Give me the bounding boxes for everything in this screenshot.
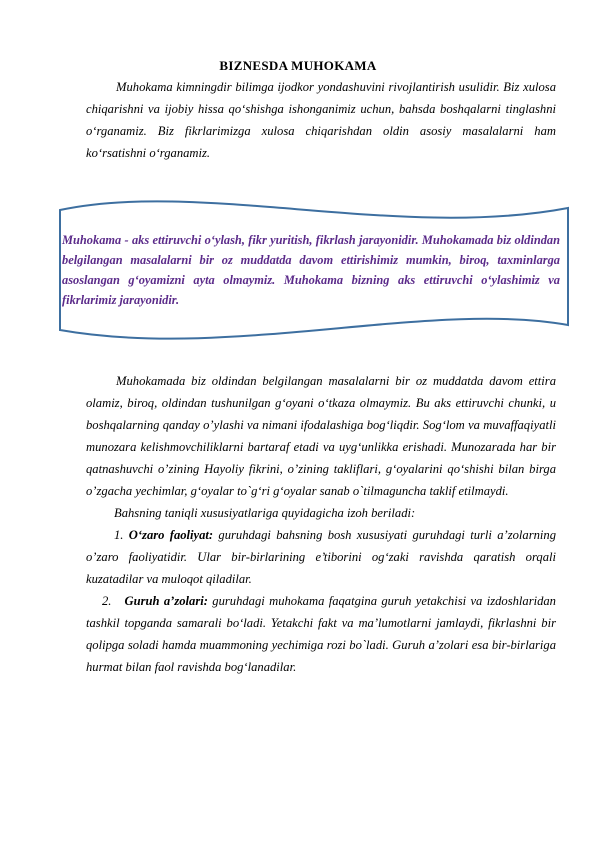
body-paragraph	[86, 370, 556, 678]
definition-banner-text: Muhokama - aks ettiruvchi o‘ylash, fikr yuritish, fikrlash jarayonidir. Muhokamada biz oldindan belgilangan masalalarni bir oz muddatda davom ettirishimiz mumkin, biroq, taxminlarga asoslangan g‘oyamizni ayta olmaymiz. Muhokama bizning aks ettiruvchi o‘ylashimiz va fikrlarimiz jarayonidir.	[62, 233, 560, 307]
list-item-2	[86, 590, 556, 678]
body-paragraph-text: Muhokamada biz oldindan belgilangan masalalarni bir oz muddatda davom ettira olamiz, biroq, oldindan tushunilgan g‘oyani o‘tkaza olmaymiz. Bu aks ettiruvchi chunki, u boshqalarning qanday o’ylashi va nimani ifodalashiga bog‘liqdir. Sog‘lom va muvaffaqiyatli munozara kelishmovchiliklarni bartaraf etadi va uyg‘unlikka erishadi. Munozarada har bir qatnashuvchi o’zining Hayoliy fikrini, o’zining takliflari, g‘oyalarini qo‘shishi bilan birga o’zgacha yechimlar, g‘oyalar to`g‘ri g‘oyalar sanab o`tilmaguncha taklif etilmaydi.	[86, 374, 556, 498]
list-item-2-label: Guruh a’zolari:	[124, 594, 208, 608]
list-item-1-label: O‘zaro faoliyat:	[128, 528, 214, 542]
list-item-2-number: 2.	[102, 594, 112, 608]
page-title: BIZNESDA MUHOKAMA	[219, 58, 377, 73]
list-item-2-text: guruhdagi muhokama faqatgina guruh yetakchisi va izdoshlaridan tashkil topganda samarali bo‘ladi. Yetakchi fakt va ma’lumotlarni jamlaydi, fikrlashni bir qolipga soladi hamda muammoning yechimiga rozi bo`ladi. Guruh a’zolari esa bir-birlariga hurmat bilan faol ravishda bog‘lanadilar.	[86, 594, 556, 674]
list-item-1	[86, 524, 556, 590]
intro-text: Muhokama kimningdir bilimga ijodkor yondashuvini rivojlantirish usulidir. Biz xulosa chiqarishni va ijobiy hissa qo‘shishga ishonganimiz uchun, bahsda boshqalarni tinglashni o‘rganamiz. Biz fikrlarimizga xulosa chiqarishdan oldin asosiy masalalarni ham ko‘rsatishni o‘rganamiz.	[86, 80, 556, 160]
features-intro: Bahsning taniqli xususiyatlariga quyidagicha izoh beriladi:	[114, 506, 416, 520]
list-item-1-text: guruhdagi bahsning bosh xususiyati guruhdagi turli a’zolarning o’zaro faoliyatidir. Ular bir-birlarining e’tiborini og‘zaki ravishda qaratish orqali kuzatadilar va muloqot qiladilar.	[86, 528, 557, 586]
list-item-1-number: 1.	[114, 528, 124, 542]
